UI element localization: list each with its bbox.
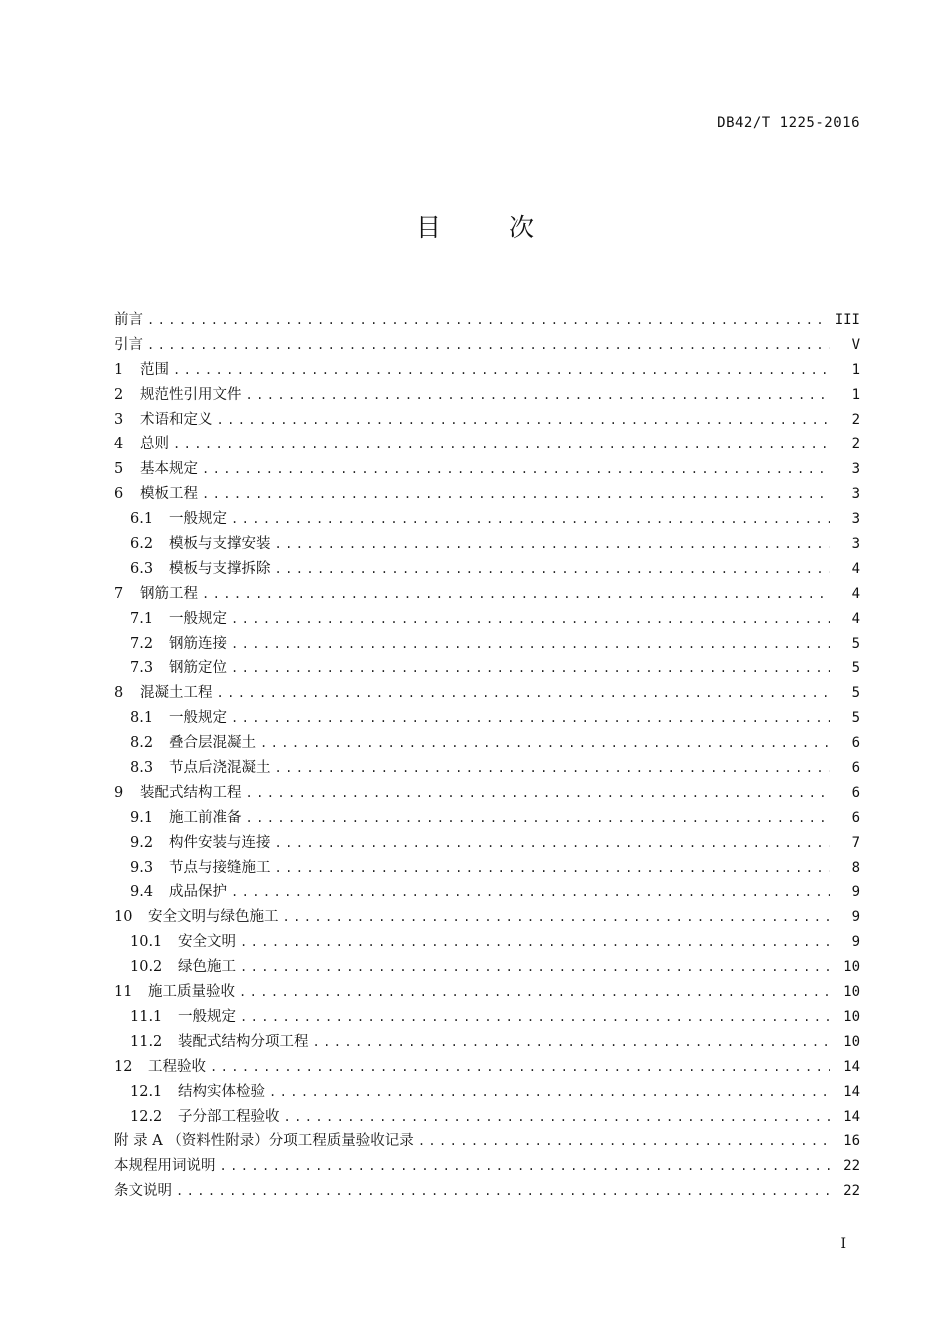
toc-entry-page: 6 (851, 784, 860, 801)
toc-entry-page: 10 (843, 1008, 860, 1025)
toc-dot-leader (246, 806, 831, 831)
toc-dot-leader (260, 731, 830, 756)
toc-entry[interactable] (114, 482, 860, 507)
toc-entry-number: 10.2 (130, 959, 163, 976)
toc-entry[interactable] (114, 806, 860, 831)
toc-entry-label: 一般规定 (178, 1008, 236, 1025)
toc-entry-label: 条文说明 (114, 1183, 172, 1200)
toc-entry[interactable] (114, 1030, 860, 1055)
toc-entry-page: 14 (843, 1058, 860, 1075)
toc-entry-label: 一般规定 (169, 610, 227, 627)
toc-entry-number: 1 (114, 361, 124, 378)
toc-dot-leader (418, 1129, 830, 1154)
toc-entry-page: 3 (851, 511, 860, 528)
toc-dot-leader (202, 582, 830, 607)
toc-dot-leader (173, 432, 830, 457)
toc-dot-leader (275, 557, 831, 582)
toc-entry-number: 3 (114, 411, 124, 428)
toc-entry-number: 11.2 (130, 1033, 163, 1050)
toc-entry-label: 钢筋连接 (169, 635, 227, 652)
toc-entry-label: 节点后浇混凝土 (169, 760, 271, 777)
toc-dot-leader (240, 930, 830, 955)
toc-entry-number: 11.1 (130, 1008, 163, 1025)
toc-entry[interactable] (114, 1154, 860, 1179)
toc-entry[interactable] (114, 781, 860, 806)
toc-entry[interactable] (114, 1105, 860, 1130)
toc-entry[interactable] (114, 1080, 860, 1105)
toc-entry-label: 模板工程 (140, 486, 198, 503)
toc-dot-leader (202, 482, 830, 507)
toc-entry-label: 总则 (140, 436, 169, 453)
toc-dot-leader (231, 632, 830, 657)
toc-entry-label: 混凝土工程 (140, 685, 213, 702)
toc-entry-page: 14 (843, 1083, 860, 1100)
toc-dot-leader (246, 781, 831, 806)
toc-entry-page: 4 (851, 610, 860, 627)
toc-dot-leader (313, 1030, 831, 1055)
toc-entry-page: 10 (843, 1033, 860, 1050)
toc-entry[interactable] (114, 880, 860, 905)
toc-entry-page: III (834, 312, 860, 328)
toc-entry[interactable] (114, 1055, 860, 1080)
toc-dot-leader (283, 905, 831, 930)
toc-entry-label: 构件安装与连接 (169, 834, 271, 851)
toc-dot-leader (269, 1080, 830, 1105)
toc-entry[interactable] (114, 1129, 860, 1154)
toc-dot-leader (275, 532, 831, 557)
toc-entry-label: 子分部工程验收 (178, 1108, 280, 1125)
toc-entry-page: 6 (851, 735, 860, 752)
toc-entry-label: 工程验收 (148, 1058, 206, 1075)
toc-entry-page: 22 (843, 1158, 860, 1175)
toc-entry[interactable] (114, 856, 860, 881)
toc-entry-label: 模板与支撑拆除 (169, 560, 271, 577)
toc-entry-page: 14 (843, 1108, 860, 1125)
toc-entry-label: 本规程用词说明 (114, 1158, 216, 1175)
toc-entry-label: 装配式结构分项工程 (178, 1033, 309, 1050)
toc-entry-page: 3 (851, 536, 860, 553)
toc-entry-number: 11 (114, 984, 133, 1001)
toc-entry-number: 6.1 (130, 511, 154, 528)
toc-entry-number: 7.1 (130, 610, 154, 627)
toc-entry-label: 施工前准备 (169, 809, 242, 826)
toc-entry[interactable] (114, 731, 860, 756)
document-id: DB42/T 1225-2016 (717, 115, 860, 131)
toc-entry-page: 5 (851, 660, 860, 677)
toc-entry-number: 6.2 (130, 536, 154, 553)
toc-dot-leader (275, 856, 831, 881)
toc-entry[interactable] (114, 308, 860, 333)
toc-entry[interactable] (114, 333, 860, 358)
toc-dot-leader (240, 955, 830, 980)
toc-entry-page: 2 (851, 436, 860, 453)
toc-entry-number: 8.1 (130, 710, 154, 727)
toc-entry-number: 5 (114, 461, 124, 478)
page-number: I (840, 1236, 846, 1252)
toc-entry-page: 9 (851, 934, 860, 951)
toc-entry-label: 基本规定 (140, 461, 198, 478)
toc-dot-leader (147, 333, 830, 358)
toc-dot-leader (275, 831, 831, 856)
toc-entry[interactable] (114, 930, 860, 955)
toc-dot-leader (246, 383, 831, 408)
toc-entry-page: 22 (843, 1183, 860, 1200)
toc-entry[interactable] (114, 557, 860, 582)
toc-entry-number: 8 (114, 685, 124, 702)
toc-dot-leader (220, 1154, 831, 1179)
toc-dot-leader (217, 681, 831, 706)
toc-entry-page: 6 (851, 809, 860, 826)
toc-entry-label: 前言 (114, 312, 143, 328)
toc-entry-label: 绿色施工 (178, 959, 236, 976)
toc-entry[interactable] (114, 980, 860, 1005)
toc-entry-number: 12.2 (130, 1108, 163, 1125)
toc-entry-page: V (851, 336, 860, 353)
toc-entry[interactable] (114, 432, 860, 457)
toc-dot-leader (231, 706, 830, 731)
toc-dot-leader (231, 507, 830, 532)
toc-entry-page: 2 (851, 411, 860, 428)
toc-entry[interactable] (114, 1179, 860, 1204)
toc-entry-page: 6 (851, 760, 860, 777)
toc-entry[interactable] (114, 532, 860, 557)
toc-entry[interactable] (114, 383, 860, 408)
toc-dot-leader (240, 1005, 830, 1030)
toc-entry-number: 8.2 (130, 735, 154, 752)
toc-entry-label: 范围 (140, 361, 169, 378)
toc-entry-page: 1 (851, 386, 860, 403)
toc-entry-number: 10 (114, 909, 133, 926)
toc-entry-page: 5 (851, 685, 860, 702)
toc-entry[interactable] (114, 681, 860, 706)
toc-entry-page: 5 (851, 635, 860, 652)
toc-entry-number: 9.2 (130, 834, 154, 851)
toc-entry-number: 9 (114, 784, 124, 801)
toc-dot-leader (239, 980, 830, 1005)
toc-entry-page: 1 (851, 361, 860, 378)
toc-dot-leader (275, 756, 831, 781)
toc-entry-label: 节点与接缝施工 (169, 859, 271, 876)
toc-entry-label: 附 录 A （资料性附录）分项工程质量验收记录 (114, 1133, 414, 1150)
toc-entry-number: 9.1 (130, 809, 154, 826)
toc-entry[interactable] (114, 756, 860, 781)
toc-entry-number: 9.3 (130, 859, 154, 876)
toc-entry-number: 2 (114, 386, 124, 403)
toc-entry-number: 7.3 (130, 660, 154, 677)
toc-entry-label: 规范性引用文件 (140, 386, 242, 403)
toc-entry-label: 模板与支撑安装 (169, 536, 271, 553)
toc-entry[interactable] (114, 831, 860, 856)
toc-entry-page: 9 (851, 909, 860, 926)
toc-entry-number: 9.4 (130, 884, 154, 901)
toc-entry-page: 16 (843, 1133, 860, 1150)
toc-entry-page: 4 (851, 560, 860, 577)
toc-entry[interactable] (114, 955, 860, 980)
toc-dot-leader (217, 408, 831, 433)
toc-entry[interactable] (114, 1005, 860, 1030)
toc-entry[interactable] (114, 905, 860, 930)
toc-entry-page: 4 (851, 585, 860, 602)
toc-entry[interactable] (114, 656, 860, 681)
toc-entry-label: 成品保护 (169, 884, 227, 901)
page-title: 目 次 (416, 213, 564, 242)
toc-entry-number: 12 (114, 1058, 133, 1075)
toc-dot-leader (176, 1179, 830, 1204)
toc-entry-page: 9 (851, 884, 860, 901)
toc-entry[interactable] (114, 457, 860, 482)
toc-dot-leader (231, 880, 830, 905)
toc-entry-page: 10 (843, 959, 860, 976)
toc-entry-label: 钢筋定位 (169, 660, 227, 677)
toc-entry-number: 6.3 (130, 560, 154, 577)
toc-entry[interactable] (114, 408, 860, 433)
toc-entry-page: 8 (851, 859, 860, 876)
toc-dot-leader (173, 358, 830, 383)
toc-entry-label: 一般规定 (169, 511, 227, 528)
toc-entry-page: 5 (851, 710, 860, 727)
toc-entry[interactable] (114, 632, 860, 657)
toc-entry[interactable] (114, 607, 860, 632)
toc-entry-number: 7.2 (130, 635, 154, 652)
toc-entry-label: 施工质量验收 (148, 984, 235, 1001)
toc-entry-number: 12.1 (130, 1083, 163, 1100)
toc-entry-number: 10.1 (130, 934, 163, 951)
toc-entry[interactable] (114, 507, 860, 532)
toc-entry[interactable] (114, 582, 860, 607)
table-of-contents (114, 308, 860, 1204)
toc-entry-number: 8.3 (130, 760, 154, 777)
toc-entry-label: 一般规定 (169, 710, 227, 727)
toc-entry-page: 3 (851, 486, 860, 503)
toc-entry[interactable] (114, 706, 860, 731)
toc-entry-label: 结构实体检验 (178, 1083, 265, 1100)
toc-entry-label: 引言 (114, 336, 143, 353)
toc-entry-label: 安全文明 (178, 934, 236, 951)
toc-entry-label: 叠合层混凝土 (169, 735, 256, 752)
toc-dot-leader (284, 1105, 831, 1130)
toc-dot-leader (202, 457, 830, 482)
toc-entry-number: 7 (114, 585, 124, 602)
toc-entry-label: 术语和定义 (140, 411, 213, 428)
toc-entry-label: 安全文明与绿色施工 (148, 909, 279, 926)
toc-dot-leader (231, 607, 830, 632)
toc-entry-page: 7 (851, 834, 860, 851)
toc-dot-leader (210, 1055, 830, 1080)
toc-entry[interactable] (114, 358, 860, 383)
toc-entry-page: 10 (843, 984, 860, 1001)
toc-dot-leader (231, 656, 830, 681)
toc-entry-label: 钢筋工程 (140, 585, 198, 602)
toc-entry-page: 3 (851, 461, 860, 478)
toc-entry-number: 4 (114, 436, 124, 453)
toc-entry-label: 装配式结构工程 (140, 784, 242, 801)
toc-dot-leader (147, 308, 829, 333)
toc-entry-number: 6 (114, 486, 124, 503)
